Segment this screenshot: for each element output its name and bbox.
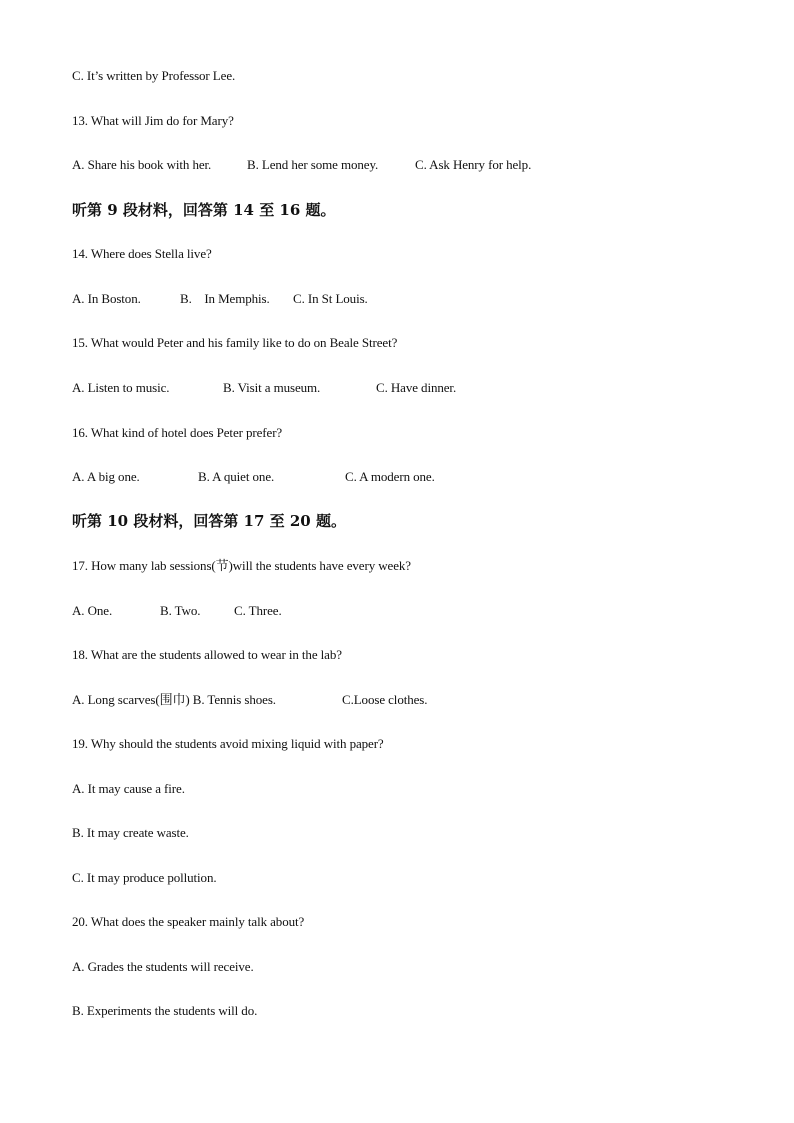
q19-option-b: B. It may create waste. bbox=[72, 825, 189, 840]
q13-option-c: C. Ask Henry for help. bbox=[415, 157, 532, 172]
question-15-options bbox=[72, 380, 722, 396]
q14-option-b: B. In Memphis. bbox=[180, 291, 270, 306]
question-13-options bbox=[72, 157, 722, 173]
q17-option-a: A. One. bbox=[72, 603, 113, 618]
q20-option-a: A. Grades the students will receive. bbox=[72, 959, 254, 974]
question-16-options bbox=[72, 469, 722, 485]
q14-option-a: A. In Boston. bbox=[72, 291, 141, 306]
q13-option-a: A. Share his book with her. bbox=[72, 157, 212, 172]
question-18-options bbox=[72, 692, 722, 708]
q19-option-a: A. It may cause a fire. bbox=[72, 781, 185, 796]
q15-option-a: A. Listen to music. bbox=[72, 380, 170, 395]
question-18: 18. What are the students allowed to wear in the lab? bbox=[72, 647, 342, 662]
q18-option-a-b: A. Long scarves(围巾) B. Tennis shoes. bbox=[72, 692, 276, 707]
q15-option-b: B. Visit a museum. bbox=[223, 380, 321, 395]
q14-option-c: C. In St Louis. bbox=[293, 291, 368, 306]
question-19: 19. Why should the students avoid mixing liquid with paper? bbox=[72, 736, 384, 751]
q17-option-b: B. Two. bbox=[160, 603, 201, 618]
q12-option-c: C. It’s written by Professor Lee. bbox=[72, 68, 236, 83]
question-17-options bbox=[72, 603, 722, 619]
question-14: 14. Where does Stella live? bbox=[72, 246, 212, 261]
q13-option-b: B. Lend her some money. bbox=[247, 157, 379, 172]
question-17: 17. How many lab sessions(节)will the students have every week? bbox=[72, 558, 411, 573]
section-10-heading: 听第 10 段材料，回答第 17 至 20 题。 bbox=[72, 512, 346, 530]
question-16: 16. What kind of hotel does Peter prefer? bbox=[72, 425, 283, 440]
q19-option-c: C. It may produce pollution. bbox=[72, 870, 217, 885]
q16-option-a: A. A big one. bbox=[72, 469, 140, 484]
question-13: 13. What will Jim do for Mary? bbox=[72, 113, 234, 128]
q16-option-b: B. A quiet one. bbox=[198, 469, 275, 484]
q17-option-c: C. Three. bbox=[234, 603, 282, 618]
question-15: 15. What would Peter and his family like to do on Beale Street? bbox=[72, 335, 398, 350]
question-14-options bbox=[72, 291, 722, 307]
q16-option-c: C. A modern one. bbox=[345, 469, 435, 484]
q15-option-c: C. Have dinner. bbox=[376, 380, 457, 395]
q18-option-c: C.Loose clothes. bbox=[342, 692, 428, 707]
q20-option-b: B. Experiments the students will do. bbox=[72, 1003, 258, 1018]
question-20: 20. What does the speaker mainly talk about? bbox=[72, 914, 305, 929]
section-9-heading: 听第 9 段材料，回答第 14 至 16 题。 bbox=[72, 201, 336, 219]
